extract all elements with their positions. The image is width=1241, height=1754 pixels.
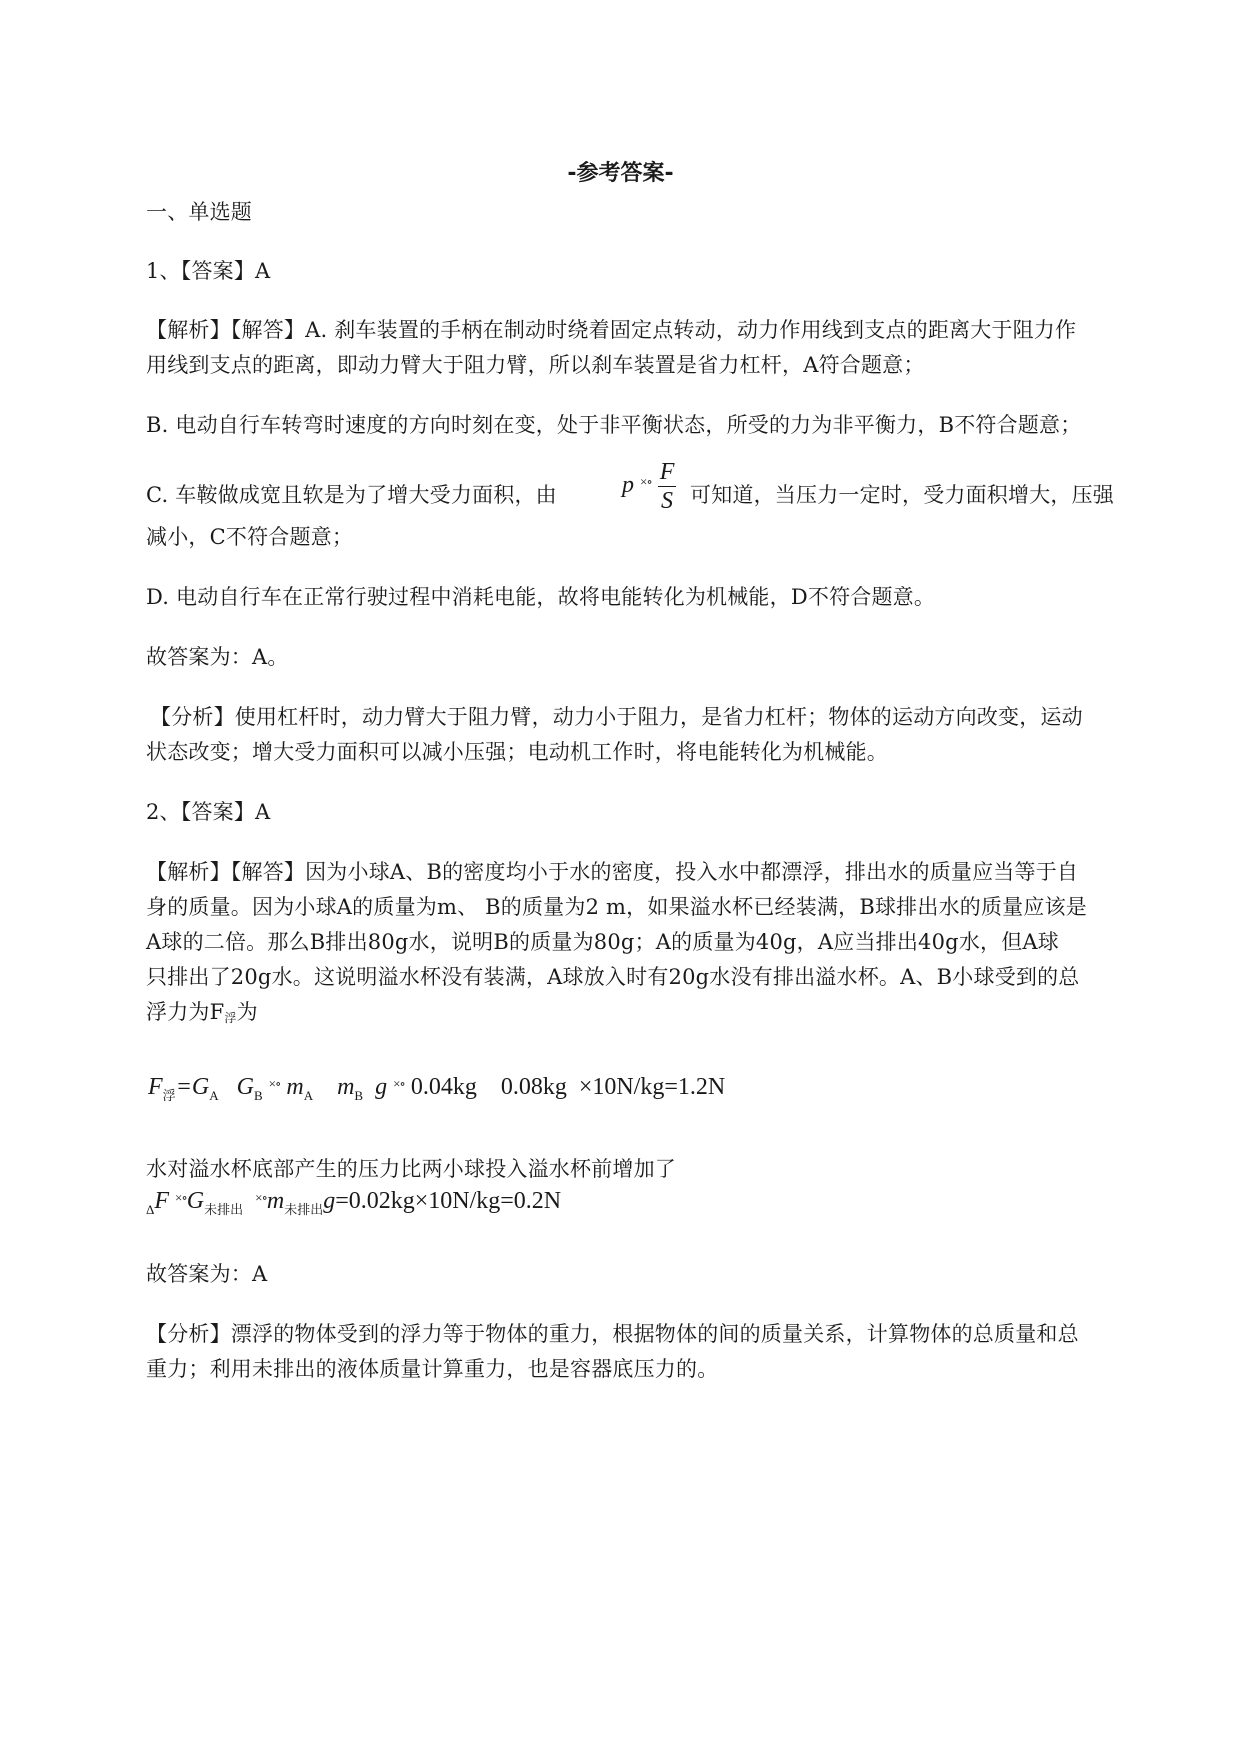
q1-summary-line-2: 状态改变；增大受力面积可以减小压强；电动机工作时，将电能转化为机械能。 — [146, 740, 888, 764]
q1-option-c-line-2: 减小，C不符合题意； — [146, 525, 354, 549]
f2-f: F — [154, 1188, 170, 1214]
q1-conclusion: 故答案为：A。 — [146, 645, 289, 669]
q1-option-b: B. 电动自行车转弯时速度的方向时刻在变，处于非平衡状态，所受的力为非平衡力，B不符合题意； — [146, 413, 1082, 437]
f1-ma-sub: A — [303, 1088, 314, 1103]
f1-glyph-2: ×∘ — [393, 1076, 405, 1091]
buoyancy-formula — [148, 1074, 725, 1104]
f1-gb-sub: B — [253, 1088, 263, 1103]
pressure-increase-formula — [146, 1188, 561, 1218]
q2-analysis-line-4: 只排出了20g水。这说明溢水杯没有装满，A球放入时有20g水没有排出溢水杯。A、B小球受到的总 — [146, 965, 1080, 989]
formula-p: p — [622, 472, 634, 499]
f1-tail: ×10N/kg=1.2N — [578, 1074, 726, 1100]
f1-gb: G — [236, 1074, 254, 1100]
q2-summary-line-1: 【分析】漂浮的物体受到的浮力等于物体的重力，根据物体的间的质量关系，计算物体的总质量和总 — [146, 1322, 1079, 1346]
f2-delta: Δ — [146, 1202, 155, 1217]
q1-analysis-line-2: 用线到支点的距离，即动力臂大于阻力臂，所以刹车装置是省力杠杆，A符合题意； — [146, 353, 925, 377]
buoyancy-subscript: 浮 — [224, 1011, 237, 1025]
q1-analysis-line-1: 【解析】【解答】A. 刹车装置的手柄在制动时绕着固定点转动，动力作用线到支点的距离大于阻力作 — [146, 318, 1077, 342]
f1-ma: m — [286, 1074, 304, 1100]
f2-g-var: g — [323, 1188, 336, 1214]
q1-option-c-suffix: 可知道，当压力一定时，受力面积增大，压强 — [690, 483, 1114, 507]
q1-answer: 1、【答案】A — [146, 259, 271, 283]
f2-m-sub: 未排出 — [284, 1202, 324, 1217]
buoyancy-prefix: 浮力为F — [146, 1000, 225, 1024]
f2-g: G — [186, 1188, 205, 1214]
f1-glyph-1: ×∘ — [268, 1076, 281, 1091]
q2-pressure-line: 水对溢水杯底部产生的压力比两小球投入溢水杯前增加了 — [146, 1157, 676, 1181]
q2-analysis-line-3: A球的二倍。那么B排出80g水，说明B的质量为80g；A的质量为40g，A应当排出40g水，但A球 — [146, 930, 1059, 954]
f1-f: F — [148, 1074, 163, 1100]
q2-analysis-line-5 — [146, 995, 1156, 1035]
q1-option-d: D. 电动自行车在正常行驶过程中消耗电能，故将电能转化为机械能，D不符合题意。 — [146, 585, 936, 609]
f1-g: g — [375, 1074, 388, 1100]
f1-v2: 0.08kg — [500, 1074, 567, 1100]
f1-mb: m — [337, 1074, 355, 1100]
f1-v1: 0.04kg — [410, 1074, 477, 1100]
q1-option-c-prefix: C. 车鞍做成宽且软是为了增大受力面积，由 — [146, 483, 557, 507]
q2-analysis-line-1: 【解析】【解答】因为小球A、B的密度均小于水的密度，投入水中都漂浮，排出水的质量应当等于自 — [146, 860, 1079, 884]
f2-m: m — [266, 1188, 285, 1214]
pressure-formula — [622, 458, 676, 515]
f2-glyph-2: ×∘ — [255, 1190, 267, 1205]
formula-denominator: S — [661, 488, 674, 514]
q2-answer: 2、【答案】A — [146, 800, 271, 824]
f1-f-sub: 浮 — [162, 1088, 176, 1103]
q2-summary-line-2: 重力；利用未排出的液体质量计算重力，也是容器底压力的。 — [146, 1357, 719, 1381]
formula-numerator: F — [659, 459, 675, 485]
f2-glyph-1: ×∘ — [175, 1190, 187, 1205]
q1-summary-line-1: 【分析】使用杠杆时，动力臂大于阻力臂，动力小于阻力，是省力杠杆；物体的运动方向改变，运动 — [150, 705, 1083, 729]
f2-tail: =0.02kg×10N/kg=0.2N — [335, 1188, 562, 1214]
buoyancy-suffix: 为 — [236, 1000, 258, 1024]
f2-g-sub: 未排出 — [204, 1202, 244, 1217]
section-heading: 一、单选题 — [146, 200, 252, 224]
f1-ga-sub: A — [209, 1088, 219, 1103]
f1-mb-sub: B — [354, 1088, 364, 1103]
page-title: -参考答案- — [567, 161, 674, 186]
q2-conclusion: 故答案为：A — [146, 1262, 268, 1286]
q2-analysis-line-2: 身的质量。因为小球A的质量为m、 B的质量为2 m，如果溢水杯已经装满，B球排出水的质量应该是 — [146, 895, 1087, 919]
f1-eq-ga: =G — [175, 1074, 210, 1100]
equals-glyph: ×∘ — [640, 474, 652, 490]
formula-fraction — [658, 458, 677, 515]
